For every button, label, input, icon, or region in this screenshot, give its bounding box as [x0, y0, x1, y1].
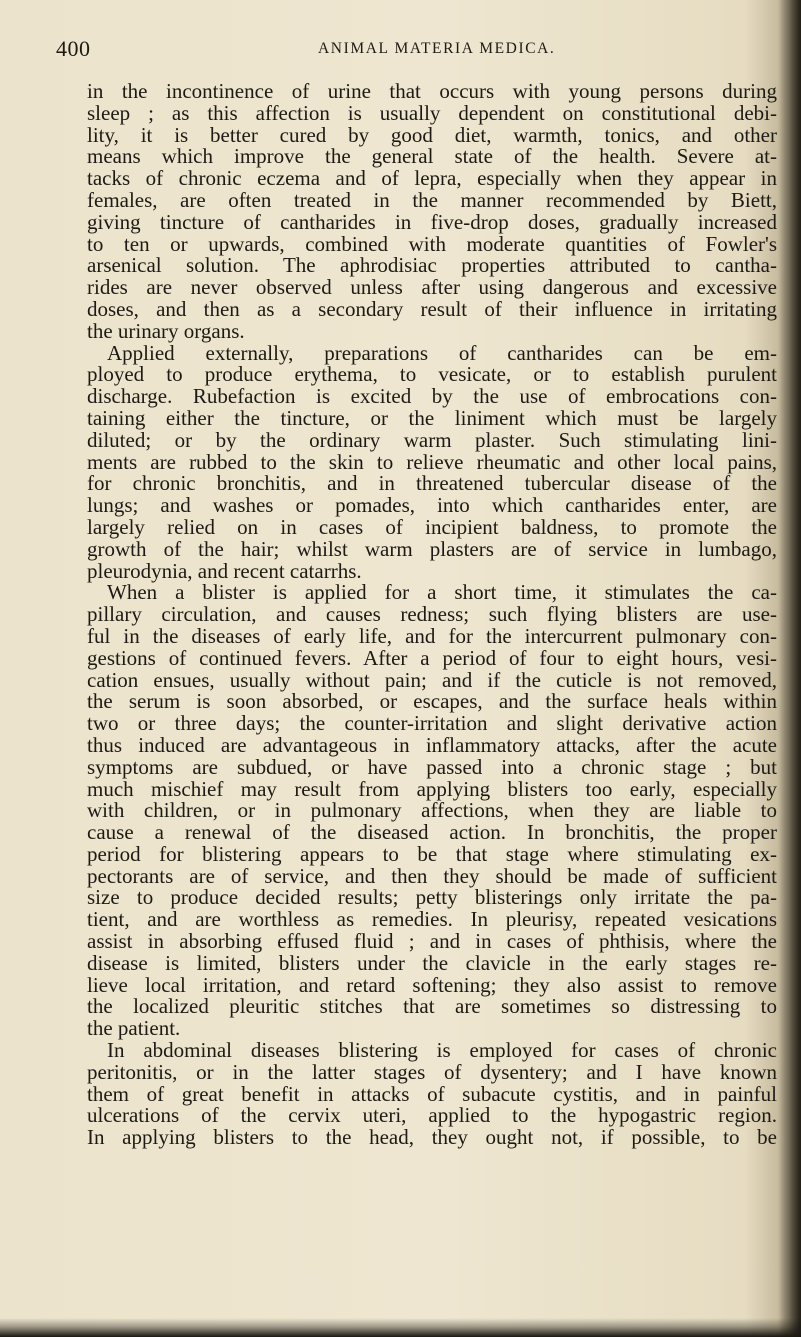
text-line: the localized pleuritic stitches that are sometimes so distressing to	[87, 994, 777, 1019]
text-line: assist in absorbing effused fluid ; and in cases of phthisis, where the	[87, 929, 777, 954]
text-line: two or three days; the counter-irritation and slight derivative action	[87, 711, 777, 736]
text-line: cation ensues, usually without pain; and if the cuticle is not removed,	[87, 667, 777, 692]
text-line: ulcerations of the cervix uteri, applied to the hypogastric region.	[87, 1103, 777, 1128]
text-line: ments are rubbed to the skin to relieve rheumatic and other local pains,	[87, 449, 777, 474]
page-header	[56, 36, 756, 62]
text-line: cause a renewal of the diseased action. In bronchitis, the proper	[87, 820, 777, 845]
text-line: size to produce decided results; petty blisterings only irritate the pa-	[87, 885, 777, 910]
text-line: symptoms are subdued, or have passed into a chronic stage ; but	[87, 754, 777, 779]
text-line: When a blister is applied for a short time, it stimulates the ca-	[107, 580, 777, 605]
text-line: taining either the tincture, or the liniment which must be largely	[87, 405, 777, 430]
text-line: sleep ; as this affection is usually dependent on constitutional debi-	[87, 100, 777, 125]
text-line: the urinary organs.	[87, 318, 245, 343]
text-line: tacks of chronic eczema and of lepra, especially when they appear in	[87, 166, 777, 191]
text-line: lity, it is better cured by good diet, warmth, tonics, and other	[87, 122, 777, 147]
text-line: lungs; and washes or pomades, into which cantharides enter, are	[87, 493, 777, 518]
page-bottom-edge	[0, 1318, 801, 1337]
text-line: giving tincture of cantharides in five-drop doses, gradually increased	[87, 209, 777, 234]
text-line: to ten or upwards, combined with moderate quantities of Fowler's	[87, 231, 777, 256]
text-line: largely relied on in cases of incipient baldness, to promote the	[87, 514, 777, 539]
text-line: peritonitis, or in the latter stages of dysentery; and I have known	[87, 1059, 777, 1084]
text-line: in the incontinence of urine that occurs with young persons during	[87, 79, 777, 103]
body-text	[87, 81, 777, 1149]
text-line: gestions of continued fevers. After a period of four to eight hours, vesi-	[87, 645, 777, 670]
text-line: lieve local irritation, and retard softening; they also assist to remove	[87, 972, 777, 997]
text-line: In abdominal diseases blistering is employed for cases of chronic	[107, 1038, 777, 1063]
text-line: rides are never observed unless after using dangerous and excessive	[87, 275, 777, 300]
text-line: doses, and then as a secondary result of their influence in irritating	[87, 296, 777, 321]
text-line: In applying blisters to the head, they ought not, if possible, to be	[87, 1125, 777, 1150]
text-line: them of great benefit in attacks of subacute cystitis, and in painful	[87, 1081, 777, 1106]
text-line: disease is limited, blisters under the clavicle in the early stages re-	[87, 950, 777, 975]
text-line: tient, and are worthless as remedies. In pleurisy, repeated vesications	[87, 907, 777, 932]
text-line: ful in the diseases of early life, and for the intercurrent pulmonary con-	[87, 623, 777, 648]
page-number: 400	[56, 36, 91, 61]
text-line: discharge. Rubefaction is excited by the use of embrocations con-	[87, 384, 777, 409]
text-line: arsenical solution. The aphrodisiac properties attributed to cantha-	[87, 253, 777, 278]
binding-edge-shadow	[779, 0, 801, 1337]
text-line: ployed to produce erythema, to vesicate, or to establish purulent	[87, 362, 777, 387]
text-line: with children, or in pulmonary affections, when they are liable to	[87, 798, 777, 823]
text-line: pectorants are of service, and then they should be made of sufficient	[87, 863, 777, 888]
text-line: means which improve the general state of the health. Severe at-	[87, 144, 777, 169]
text-line: thus induced are advantageous in inflammatory attacks, after the acute	[87, 732, 777, 757]
text-line: pillary circulation, and causes redness; such flying blisters are use-	[87, 602, 777, 627]
text-line: much mischief may result from applying blisters too early, especially	[87, 776, 777, 801]
text-line: pleurodynia, and recent catarrhs.	[87, 558, 362, 583]
text-line: the patient.	[87, 1016, 181, 1041]
text-line: Applied externally, preparations of cantharides can be em-	[107, 340, 777, 365]
text-line: females, are often treated in the manner recommended by Biett,	[87, 187, 777, 212]
text-line: for chronic bronchitis, and in threatened tubercular disease of the	[87, 471, 777, 496]
running-head: ANIMAL MATERIA MEDICA.	[318, 40, 556, 57]
text-line: diluted; or by the ordinary warm plaster. Such stimulating lini-	[87, 427, 777, 452]
text-line: the serum is soon absorbed, or escapes, and the surface heals within	[87, 689, 777, 714]
text-line: period for blistering appears to be that stage where stimulating ex-	[87, 841, 777, 866]
text-line: growth of the hair; whilst warm plasters are of service in lumbago,	[87, 536, 777, 561]
